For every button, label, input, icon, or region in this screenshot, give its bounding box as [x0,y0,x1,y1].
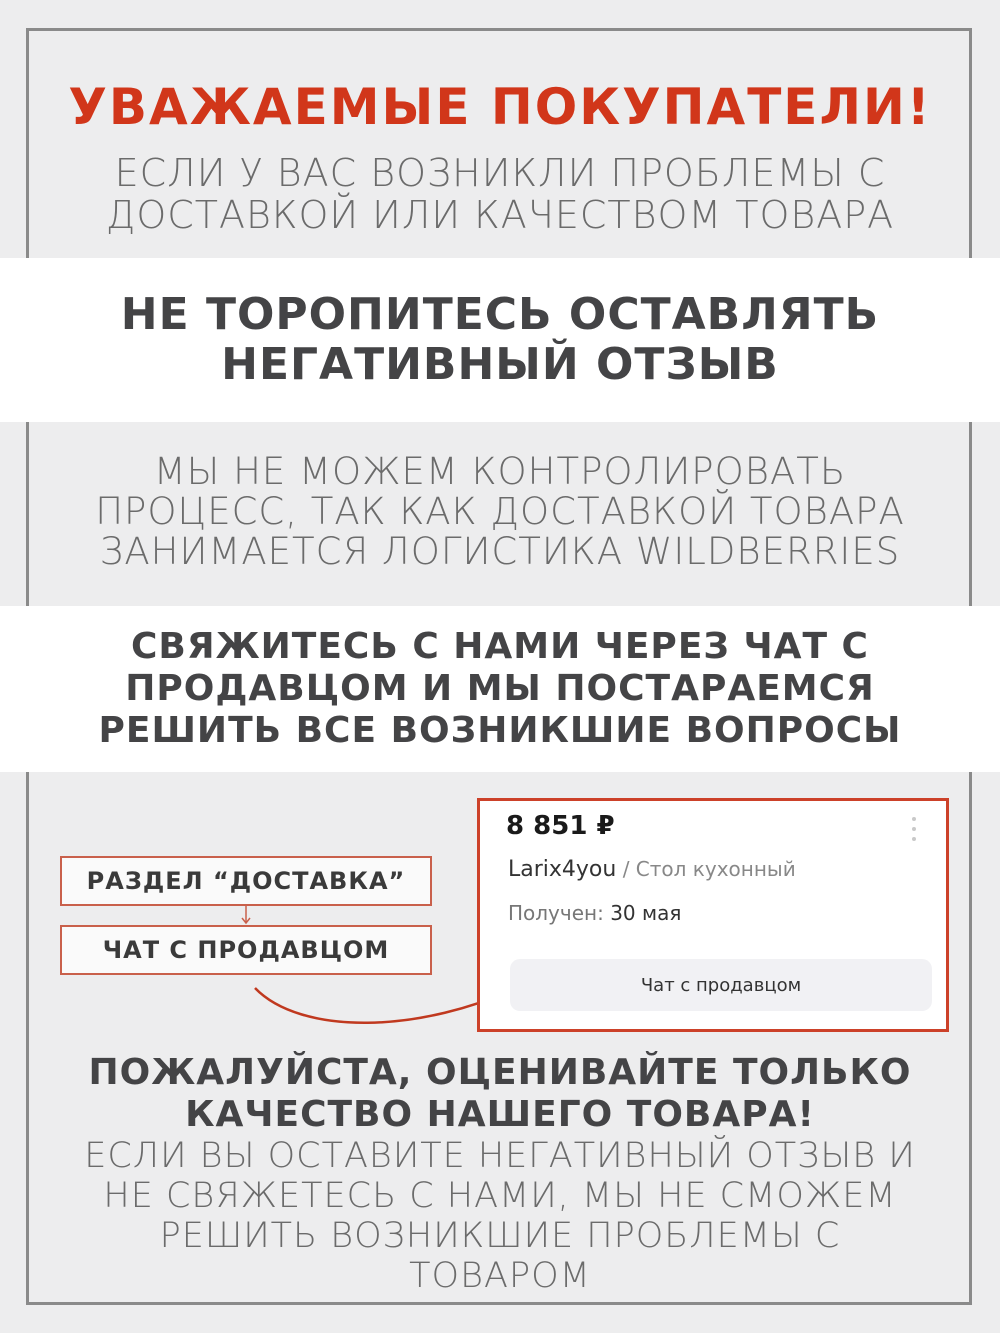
logistics-text [0,452,1000,572]
received-label: Получен: [508,901,611,925]
warning-line: НЕ ТОРОПИТЕСЬ ОСТАВЛЯТЬ [120,289,880,340]
rating-line: КАЧЕСТВО НАШЕГО ТОВАРА! [185,1094,815,1135]
received-status [508,901,681,925]
closing-line: ТОВАРОМ [409,1256,591,1296]
order-card [477,798,949,1032]
intro-line: ДОСТАВКОЙ ИЛИ КАЧЕСТВОМ ТОВАРА [105,193,895,237]
contact-line: РЕШИТЬ ВСЕ ВОЗНИКШИЕ ВОПРОСЫ [98,710,902,751]
order-price: 8 851 ₽ [506,811,615,841]
step-delivery-section: РАЗДЕЛ “ДОСТАВКА” [60,856,432,906]
seller-name[interactable]: Larix4you [508,857,617,882]
seller-line [508,857,796,882]
closing-line: РЕШИТЬ ВОЗНИКШИЕ ПРОБЛЕМЫ С [159,1216,841,1256]
warning-line: НЕГАТИВНЫЙ ОТЗЫВ [221,339,779,390]
logistics-line: ЗАНИМАЕТСЯ ЛОГИСТИКА WILDBERRIES [99,530,901,573]
arrow-down-icon [238,906,254,926]
received-date: 30 мая [610,901,682,925]
closing-text [0,1136,1000,1296]
page-title: УВАЖАЕМЫЕ ПОКУПАТЕЛИ! [68,78,932,136]
intro-line: ЕСЛИ У ВАС ВОЗНИКЛИ ПРОБЛЕМЫ С [114,151,886,195]
step-chat-with-seller: ЧАТ С ПРОДАВЦОМ [60,925,432,975]
logistics-line: ПРОЦЕСС, ТАК КАК ДОСТАВКОЙ ТОВАРА [95,490,905,533]
contact-band [0,606,1000,772]
contact-line: СВЯЖИТЕСЬ С НАМИ ЧЕРЕЗ ЧАТ С [131,626,869,667]
chat-with-seller-button[interactable]: Чат с продавцом [510,959,932,1011]
more-options-icon[interactable] [912,817,916,847]
warning-band [0,258,1000,422]
product-category: Стол кухонный [635,857,796,881]
rating-request [0,1052,1000,1136]
rating-line: ПОЖАЛУЙСТА, ОЦЕНИВАЙТЕ ТОЛЬКО [88,1052,912,1093]
contact-line: ПРОДАВЦОМ И МЫ ПОСТАРАЕМСЯ [125,668,875,709]
separator: / [616,857,636,881]
closing-line: ЕСЛИ ВЫ ОСТАВИТЕ НЕГАТИВНЫЙ ОТЗЫВ И [84,1136,916,1176]
intro-text [0,152,1000,236]
closing-line: НЕ СВЯЖЕТЕСЬ С НАМИ, МЫ НЕ СМОЖЕМ [103,1176,897,1216]
logistics-line: МЫ НЕ МОЖЕМ КОНТРОЛИРОВАТЬ [153,450,847,493]
